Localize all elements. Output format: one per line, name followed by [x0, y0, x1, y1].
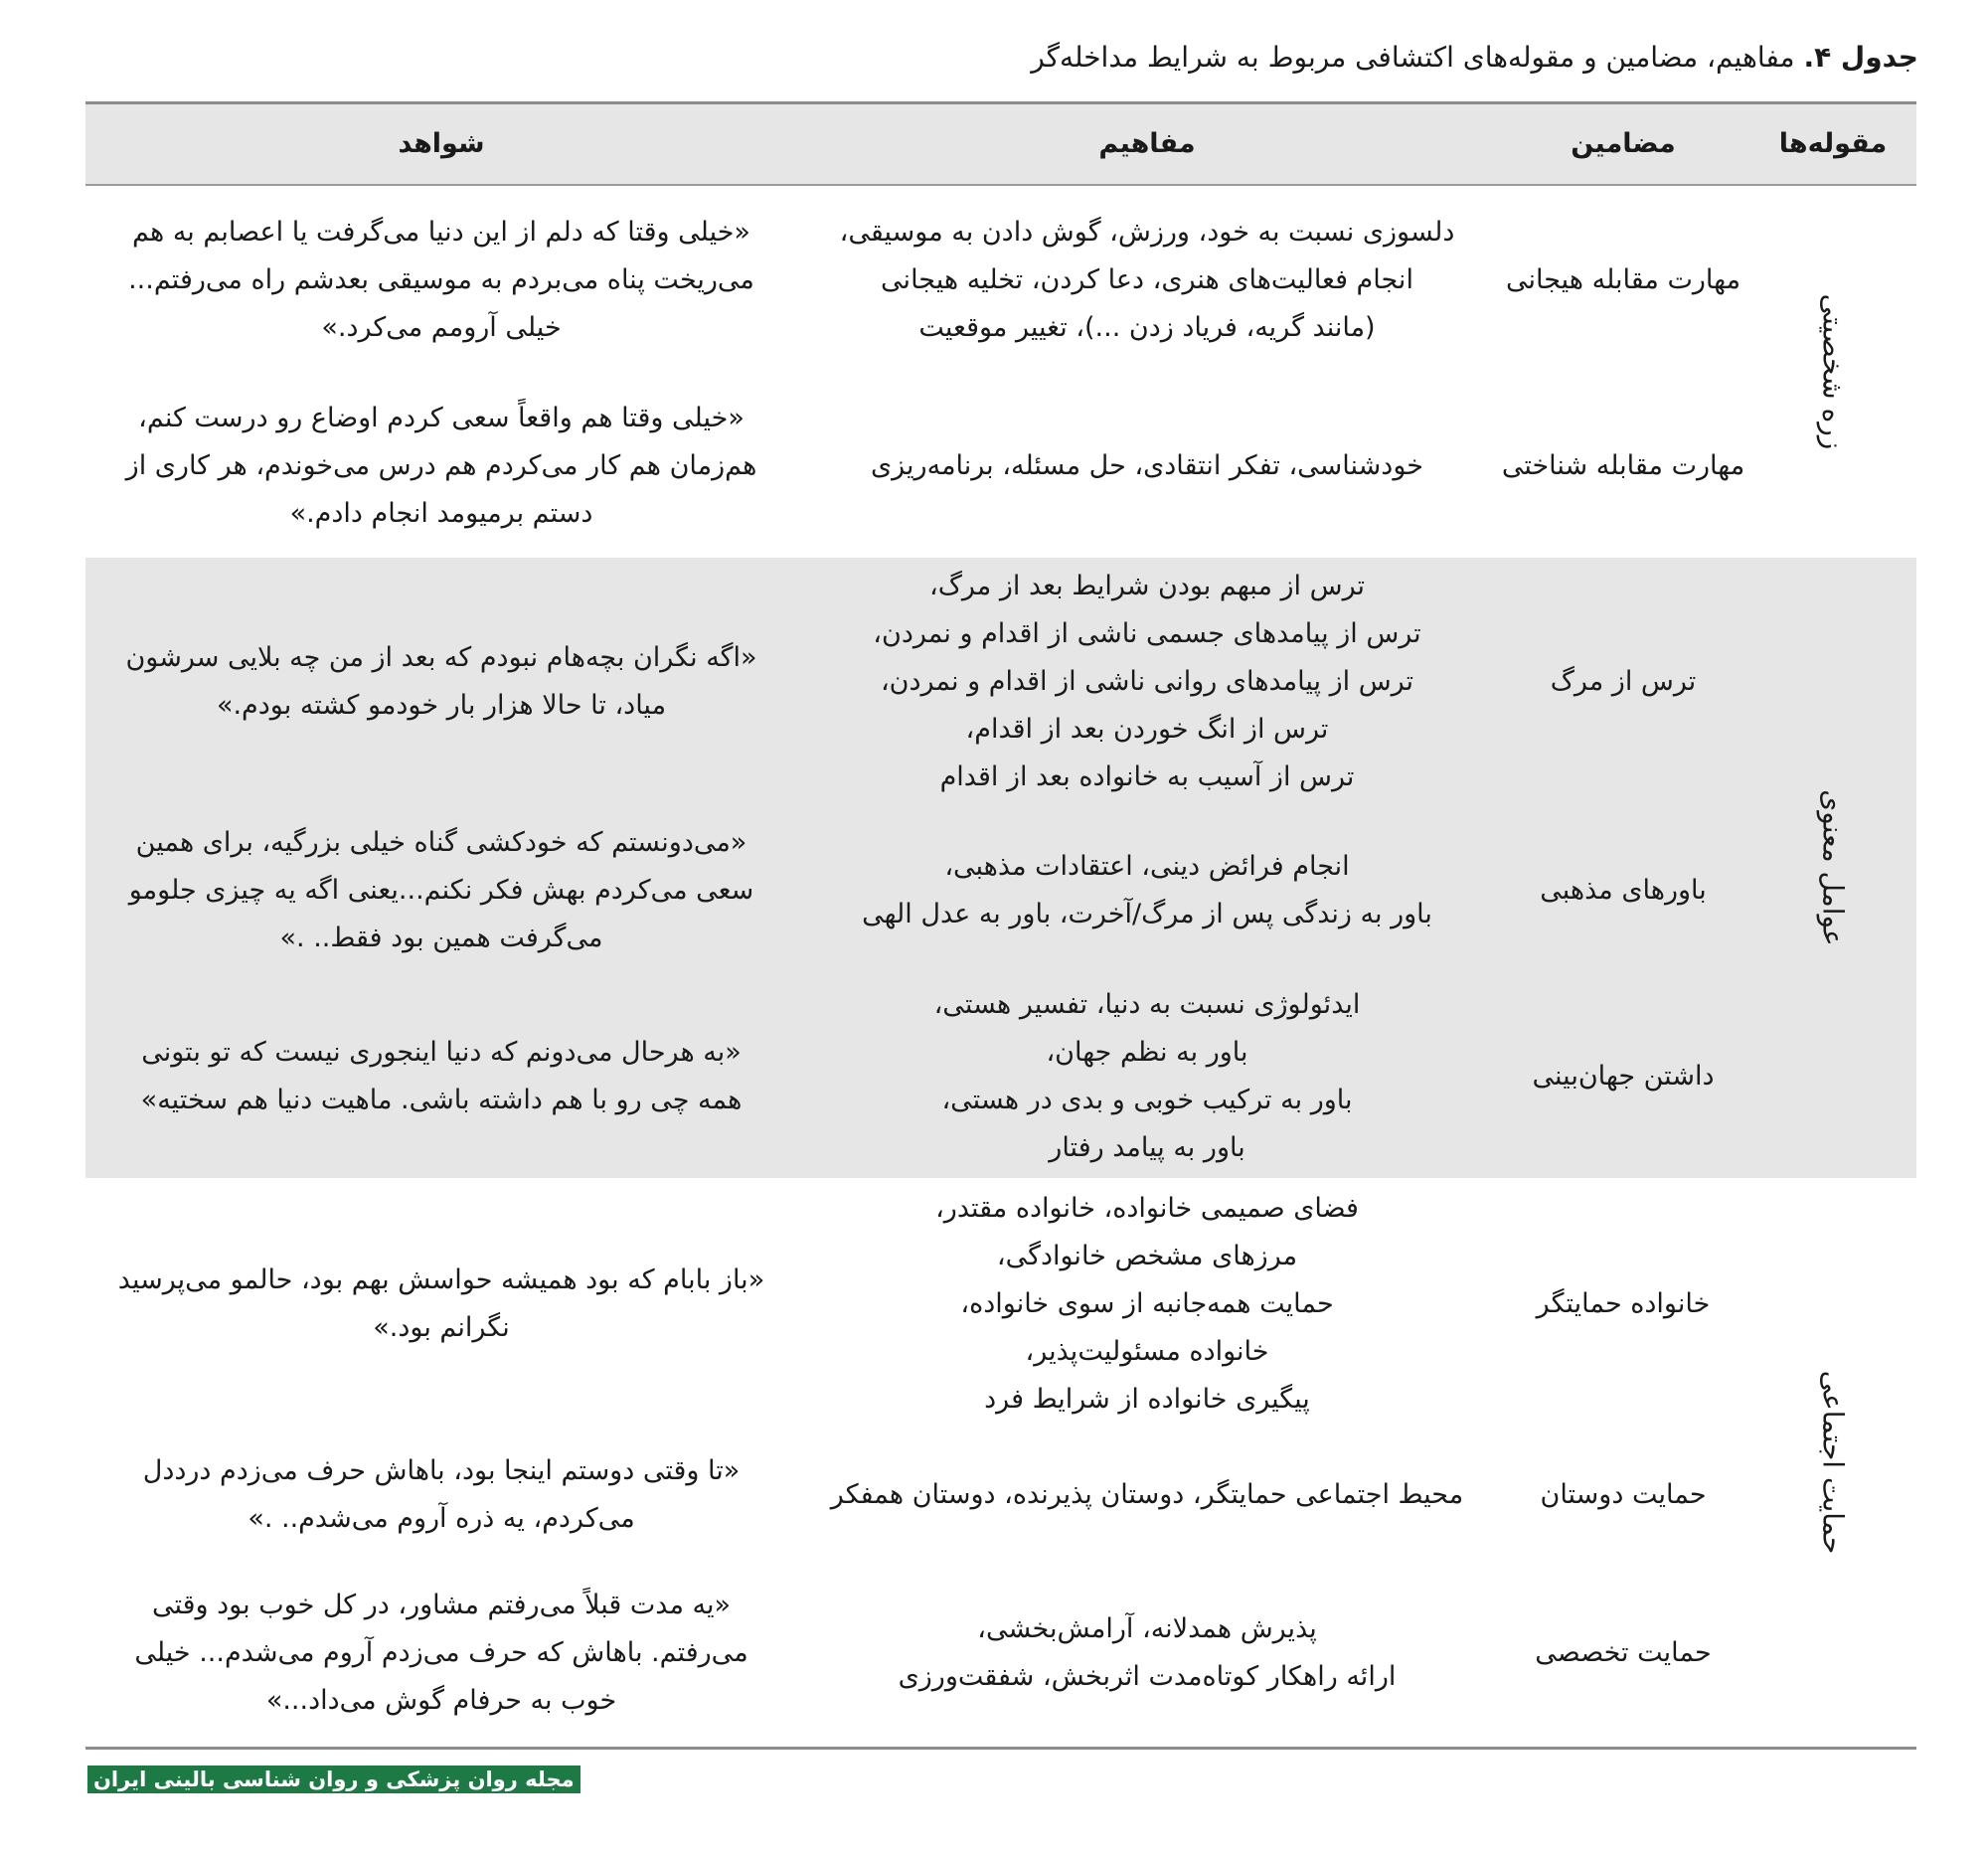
concept-cell — [797, 981, 1497, 1172]
evidence-line: خیلی آرومم می‌کرد.» — [321, 312, 562, 343]
evidence-line: «تا وقتی دوستم اینجا بود، باهاش حرف می‌زدم درددل — [142, 1455, 741, 1486]
concept-cell — [797, 1605, 1497, 1701]
category-group-social-support — [85, 1178, 1916, 1747]
table-caption-label: جدول ۴. — [1803, 41, 1918, 74]
concept-cell — [797, 1471, 1497, 1519]
theme-cell: داشتن جهان‌بینی — [1532, 1061, 1715, 1092]
concept-line: ترس از پیامدهای روانی ناشی از اقدام و نمردن، — [880, 666, 1414, 697]
table-row — [85, 375, 1749, 558]
table-header-row — [85, 104, 1916, 186]
category-cell — [1749, 1178, 1916, 1747]
evidence-cell — [85, 1257, 797, 1352]
evidence-line: هم‌زمان هم کار می‌کردم هم درس می‌خوندم، هر کاری از — [125, 450, 757, 481]
evidence-line: «به هرحال می‌دونم که دنیا اینجوری نیست که تو بتونی — [141, 1037, 742, 1068]
concept-cell — [797, 843, 1497, 938]
evidence-cell — [85, 395, 797, 538]
category-rows — [85, 558, 1749, 1178]
category-group-personality-armor — [85, 186, 1916, 558]
concept-line: ترس از مبهم بودن شرایط بعد از مرگ، — [929, 571, 1365, 601]
evidence-line: می‌کردم، یه ذره آروم می‌شدم.. .» — [248, 1503, 635, 1534]
evidence-cell — [85, 1582, 797, 1725]
concept-cell — [797, 563, 1497, 801]
concept-line: ترس از انگ خوردن بعد از اقدام، — [965, 714, 1329, 745]
evidence-cell — [85, 209, 797, 352]
concept-cell — [797, 209, 1497, 352]
concept-line: حمایت همه‌جانبه از سوی خانواده، — [960, 1288, 1334, 1319]
concept-line: انجام فعالیت‌های هنری، دعا کردن، تخلیه هیجانی — [881, 264, 1413, 295]
evidence-line: «باز بابام که بود همیشه حواسش بهم بود، حالمو می‌پرسید — [117, 1264, 765, 1295]
concept-line: ایدئولوژی نسبت به دنیا، تفسیر هستی، — [933, 989, 1361, 1020]
table-row — [85, 558, 1749, 806]
concept-cell — [797, 1185, 1497, 1424]
evidence-line: سعی می‌کردم بهش فکر نکنم...یعنی اگه یه چیزی جلومو — [128, 875, 754, 906]
theme-cell: مهارت مقابله شناختی — [1501, 450, 1745, 481]
category-rows — [85, 1178, 1749, 1747]
concept-line: فضای صمیمی خانواده، خانواده مقتدر، — [935, 1193, 1359, 1224]
concept-line: پذیرش همدلانه، آرامش‌بخشی، — [977, 1613, 1317, 1644]
evidence-cell — [85, 634, 797, 730]
evidence-line: می‌ریخت پناه می‌بردم به موسیقی بعدشم راه می‌رفتم... — [128, 264, 754, 295]
table-caption — [1031, 36, 1918, 80]
concept-line: ارائه راهکار کوتاه‌مدت اثربخش، شفقت‌ورزی — [898, 1661, 1397, 1692]
evidence-line: «یه مدت قبلاً می‌رفتم مشاور، در کل خوب بود وقتی — [151, 1590, 732, 1620]
table-row — [85, 975, 1749, 1178]
concept-line: ترس از آسیب به خانواده بعد از اقدام — [939, 761, 1355, 792]
concept-line: باور به پیامد رفتار — [1049, 1132, 1245, 1163]
evidence-cell — [85, 1029, 797, 1124]
theme-cell: خانواده حمایتگر — [1536, 1288, 1711, 1319]
concept-line: محیط اجتماعی حمایتگر، دوستان پذیرنده، دوستان همفکر — [830, 1479, 1464, 1510]
evidence-line: «خیلی وقتا هم واقعاً سعی کردم اوضاع رو درست کنم، — [138, 403, 745, 433]
concept-line: ترس از پیامدهای جسمی ناشی از اقدام و نمردن، — [873, 618, 1421, 649]
concept-line: باور به نظم جهان، — [1046, 1037, 1248, 1068]
evidence-line: نگرانم بود.» — [373, 1312, 510, 1343]
findings-table — [85, 101, 1916, 1750]
category-label: عوامل معنوی — [1816, 789, 1850, 946]
theme-cell: باورهای مذهبی — [1540, 875, 1707, 906]
evidence-line: می‌گرفت همین بود فقط.. .» — [279, 923, 603, 953]
table-row — [85, 1430, 1749, 1560]
evidence-line: «اگه نگران بچه‌هام نبودم که بعد از من چه بلایی سرشون — [125, 642, 757, 673]
evidence-line: دستم برمیومد انجام دادم.» — [289, 498, 593, 529]
theme-cell: حمایت دوستان — [1540, 1479, 1707, 1510]
category-cell — [1749, 558, 1916, 1178]
table-row — [85, 806, 1749, 975]
concept-line: (مانند گریه، فریاد زدن ...)، تغییر موقعیت — [918, 312, 1376, 343]
category-label: زره شخصیتی — [1816, 293, 1850, 450]
evidence-line: میاد، تا حالا هزار بار خودمو کشته بودم.» — [216, 690, 667, 721]
evidence-cell — [85, 1447, 797, 1543]
concept-line: پیگیری خانواده از شرایط فرد — [984, 1384, 1310, 1415]
concept-line: مرزهای مشخص خانوادگی، — [996, 1241, 1298, 1271]
table-row — [85, 1178, 1749, 1430]
theme-cell: ترس از مرگ — [1550, 666, 1697, 697]
concept-line: باور به زندگی پس از مرگ/آخرت، باور به عدل الهی — [862, 899, 1432, 929]
table-caption-text: مفاهیم، مضامین و مقوله‌های اکتشافی مربوط به شرایط مداخله‌گر — [1031, 41, 1804, 74]
concept-line: دلسوزی نسبت به خود، ورزش، گوش دادن به موسیقی، — [839, 217, 1455, 248]
category-rows — [85, 186, 1749, 558]
concept-line: خودشناسی، تفکر انتقادی، حل مسئله، برنامه‌ریزی — [871, 450, 1423, 481]
concept-line: انجام فرائض دینی، اعتقادات مذهبی، — [944, 851, 1350, 882]
table-row — [85, 1560, 1749, 1747]
category-cell — [1749, 186, 1916, 558]
evidence-line: می‌رفتم. باهاش که حرف می‌زدم آروم می‌شدم... خیلی — [134, 1637, 748, 1668]
evidence-line: «خیلی وقتا که دلم از این دنیا می‌گرفت یا اعصابم به هم — [132, 217, 750, 248]
header-themes: مضامین — [1571, 128, 1676, 159]
evidence-line: خوب به حرفام گوش می‌داد...» — [265, 1685, 617, 1716]
concept-line: باور به ترکیب خوبی و بدی در هستی، — [941, 1085, 1353, 1115]
theme-cell: مهارت مقابله هیجانی — [1505, 264, 1741, 295]
category-label: حمایت اجتماعی — [1816, 1370, 1850, 1555]
header-evidence: شواهد — [398, 128, 485, 159]
table-row — [85, 186, 1749, 375]
category-group-spiritual-factors — [85, 558, 1916, 1178]
theme-cell: حمایت تخصصی — [1535, 1637, 1712, 1668]
evidence-line: «می‌دونستم که خودکشی گناه خیلی بزرگیه، برای همین — [135, 827, 747, 858]
evidence-cell — [85, 819, 797, 962]
concept-cell — [797, 442, 1497, 490]
evidence-line: همه چی رو با هم داشته باشی. ماهیت دنیا هم سختیه» — [140, 1085, 743, 1115]
header-categories: مقوله‌ها — [1778, 128, 1888, 159]
journal-logo: مجله روان پزشکی و روان شناسی بالینی ایران — [87, 1766, 580, 1793]
concept-line: خانواده مسئولیت‌پذیر، — [1025, 1336, 1269, 1367]
header-concepts: مفاهیم — [1098, 128, 1196, 159]
